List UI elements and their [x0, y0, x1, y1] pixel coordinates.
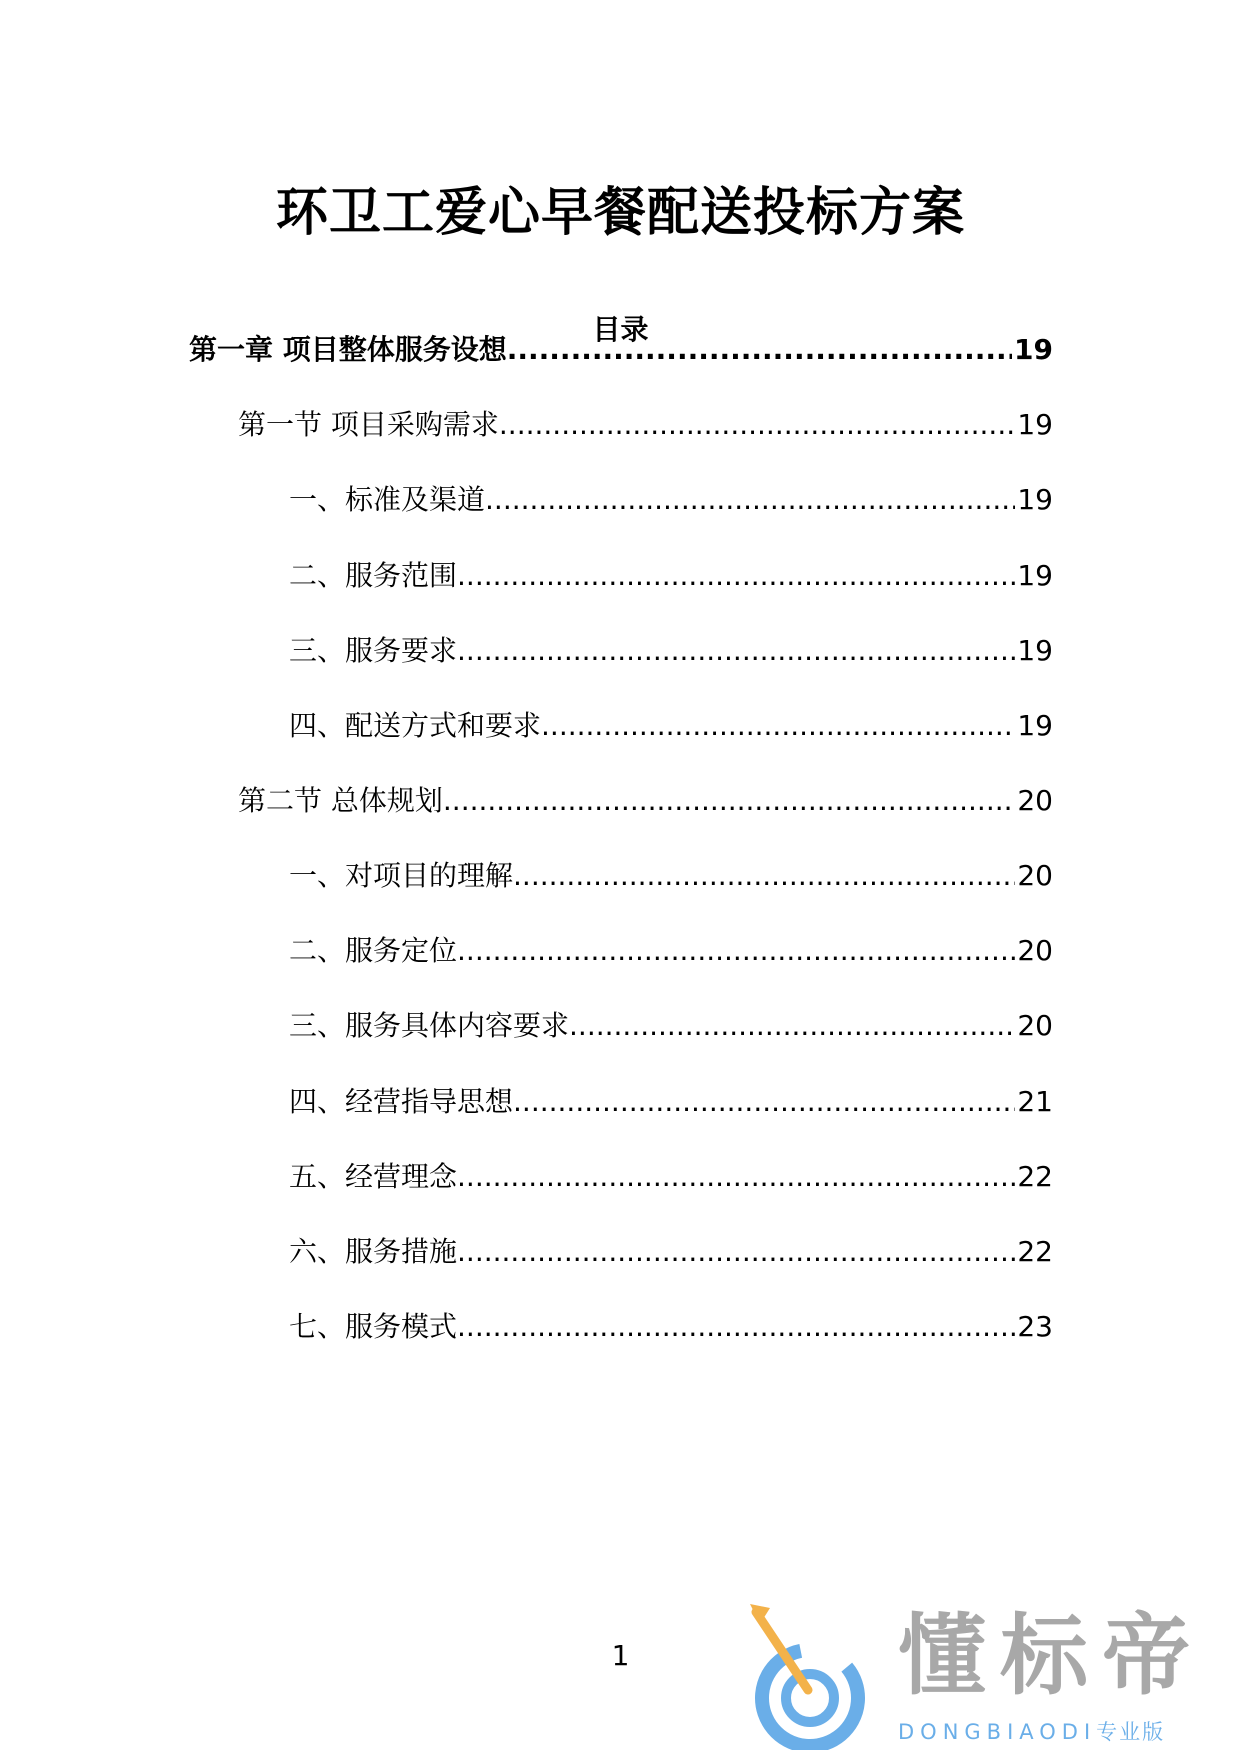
toc-dot-leader: [569, 1006, 1015, 1046]
toc-entry-label: 六、服务措施: [289, 1235, 458, 1268]
page-number: 1: [611, 1639, 630, 1672]
toc-entry-label: 第一章 项目整体服务设想: [189, 333, 507, 366]
toc-dot-leader: [513, 856, 1015, 896]
toc-entry[interactable]: [289, 1082, 1053, 1122]
toc-heading: 目录: [592, 313, 649, 346]
toc-entry[interactable]: [289, 1232, 1053, 1272]
toc-entry-label: 四、经营指导思想: [289, 1085, 514, 1118]
toc-entry[interactable]: [289, 1157, 1053, 1197]
toc-entry-page: 21: [1017, 1085, 1053, 1118]
toc-entry-page: 19: [1017, 408, 1053, 441]
toc-entry[interactable]: [238, 781, 1053, 821]
toc-entry-label: 一、对项目的理解: [289, 859, 514, 892]
toc-dot-leader: [457, 1232, 1015, 1272]
toc-entry-page: 22: [1017, 1235, 1053, 1268]
toc-entry-page: 19: [1014, 333, 1053, 366]
toc-entry-label: 第二节 总体规划: [238, 784, 443, 817]
toc-entry[interactable]: [289, 631, 1053, 671]
toc-dot-leader: [457, 1307, 1015, 1347]
watermark-logo: [748, 1600, 1218, 1750]
toc-entry-label: 一、标准及渠道: [289, 483, 486, 516]
toc-entry[interactable]: [289, 1006, 1053, 1046]
toc-entry-page: 20: [1017, 1009, 1053, 1042]
toc-entry-page: 19: [1017, 709, 1053, 742]
toc-entry[interactable]: [289, 480, 1053, 520]
toc-entry-label: 五、经营理念: [289, 1160, 458, 1193]
toc-entry-label: 四、配送方式和要求: [289, 709, 542, 742]
toc-dot-leader: [513, 1082, 1015, 1122]
toc-entry-label: 二、服务定位: [289, 934, 458, 967]
watermark-edition: 专业版: [1096, 1720, 1166, 1744]
toc-dot-leader: [541, 706, 1015, 746]
watermark-subtitle: [898, 1718, 1165, 1746]
toc-dot-leader: [443, 781, 1015, 821]
toc-dot-leader: [457, 556, 1015, 596]
watermark-pinyin: DONGBIAODI: [898, 1720, 1097, 1744]
toc-entry-label: 第一节 项目采购需求: [238, 408, 499, 441]
toc-entry[interactable]: [289, 706, 1053, 746]
target-dart-icon: [748, 1600, 888, 1750]
toc-entry[interactable]: [289, 931, 1053, 971]
toc-dot-leader: [457, 631, 1015, 671]
toc-entry-page: 19: [1017, 559, 1053, 592]
toc-entry-label: 七、服务模式: [289, 1310, 458, 1343]
document-title: 环卫工爱心早餐配送投标方案: [275, 183, 965, 243]
toc-entry-label: 三、服务要求: [289, 634, 458, 667]
toc-dot-leader: [485, 480, 1015, 520]
toc-entry[interactable]: [238, 405, 1053, 445]
watermark-brand-name: 懂标帝: [898, 1604, 1205, 1707]
toc-entry-page: 20: [1017, 784, 1053, 817]
toc-entry-page: 23: [1017, 1310, 1053, 1343]
toc-entry-page: 22: [1017, 1160, 1053, 1193]
toc-dot-leader: [507, 330, 1012, 370]
toc-entry-label: 三、服务具体内容要求: [289, 1009, 570, 1042]
toc-entry-label: 二、服务范围: [289, 559, 458, 592]
toc-entry[interactable]: [289, 856, 1053, 896]
toc-entry[interactable]: [189, 330, 1053, 370]
toc-dot-leader: [457, 1157, 1015, 1197]
toc-dot-leader: [499, 405, 1015, 445]
toc-entry[interactable]: [289, 556, 1053, 596]
toc-entry-page: 20: [1017, 934, 1053, 967]
toc-entry-page: 20: [1017, 859, 1053, 892]
toc-entry[interactable]: [289, 1307, 1053, 1347]
toc-dot-leader: [457, 931, 1015, 971]
toc-entry-page: 19: [1017, 483, 1053, 516]
toc-entry-page: 19: [1017, 634, 1053, 667]
